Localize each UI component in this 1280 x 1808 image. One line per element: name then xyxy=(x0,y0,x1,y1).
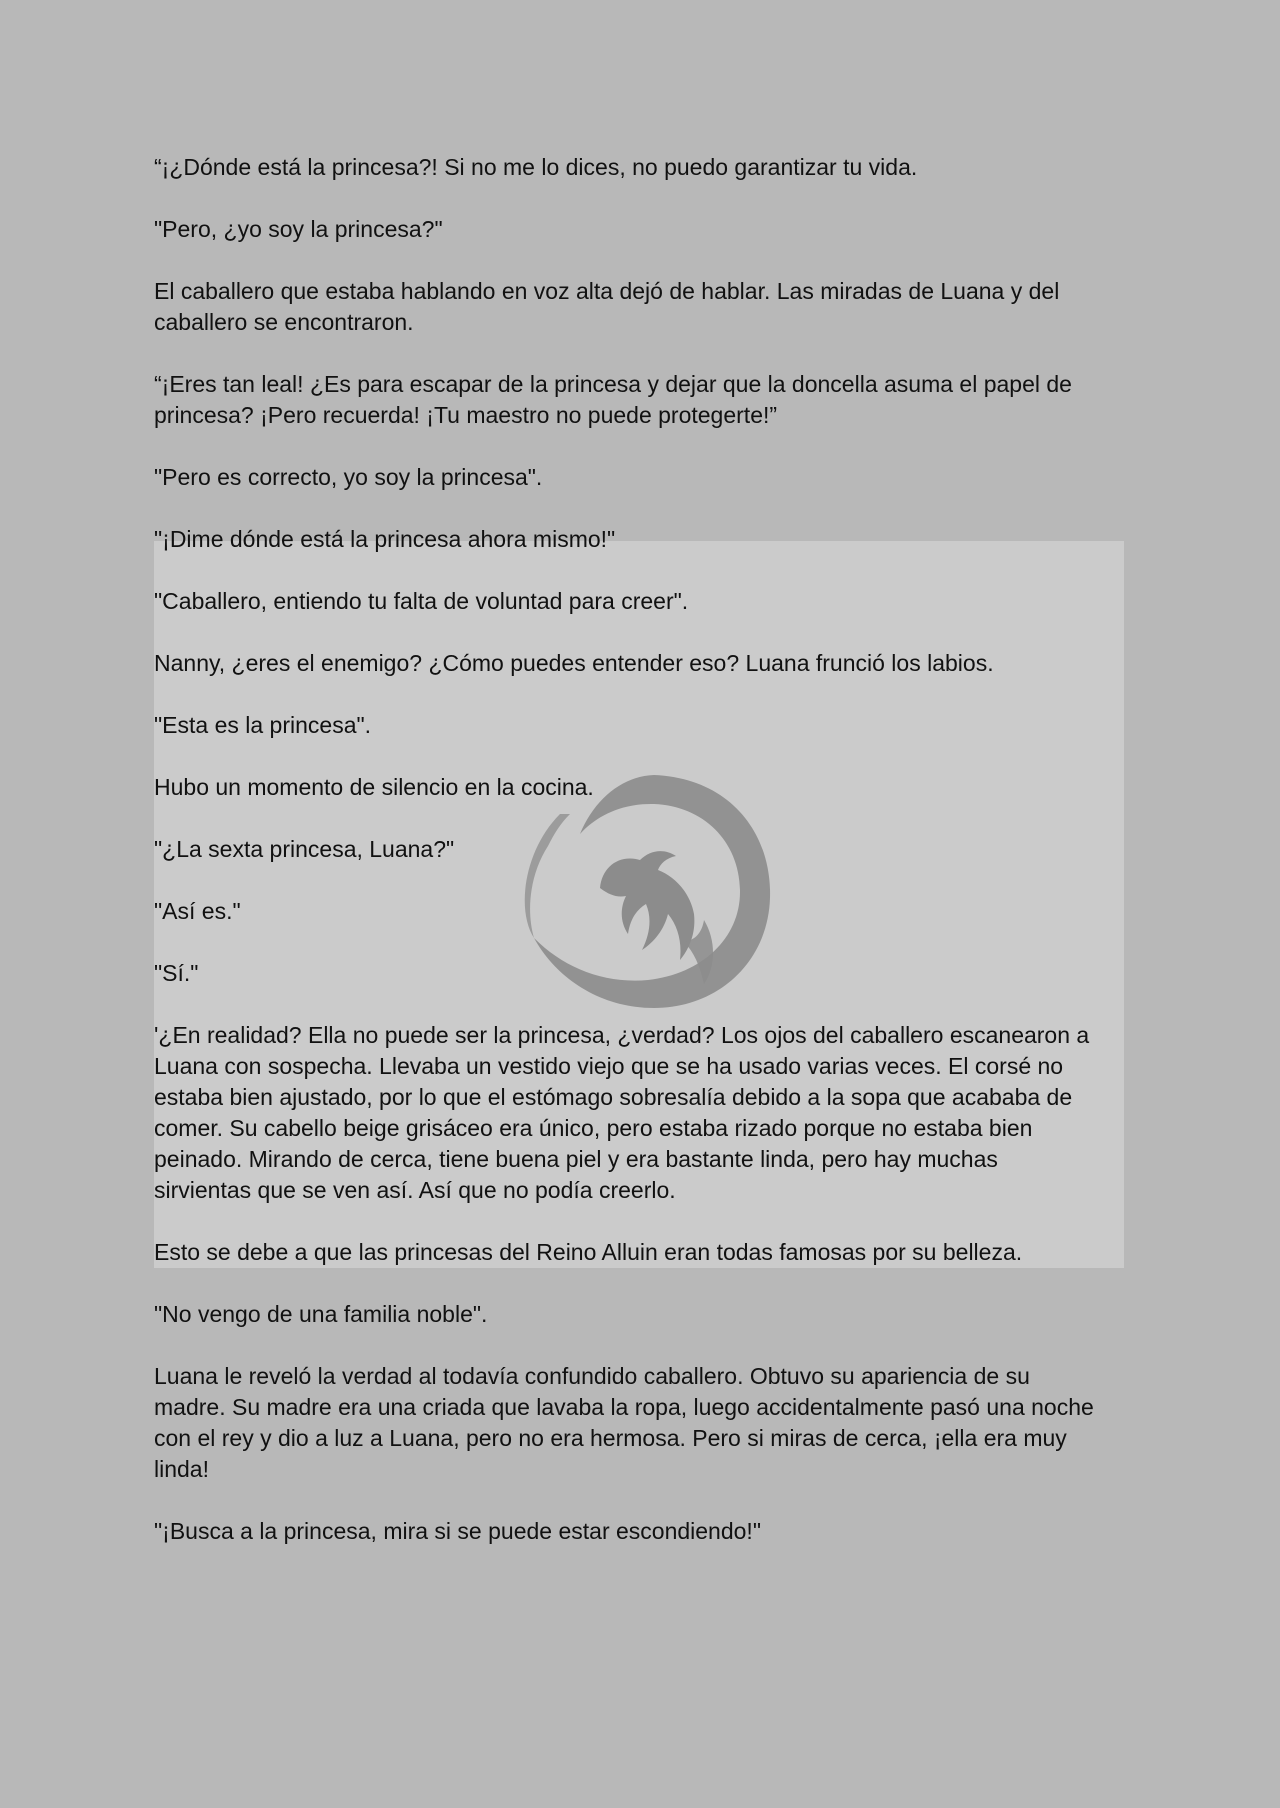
paragraph: Esto se debe a que las princesas del Reino Alluin eran todas famosas por su belleza. xyxy=(154,1239,1023,1265)
paragraph: Luana le reveló la verdad al todavía confundido caballero. Obtuvo su apariencia de su madre. Su madre era una criada que lavaba la ropa, luego accidentalmente pasó una noche con el rey y dio a luz a Luana, pero no era hermosa. Pero si miras de cerca, ¡ella era muy linda! xyxy=(154,1363,1094,1482)
paragraph: "Pero es correcto, yo soy la princesa". xyxy=(154,464,543,490)
paragraph: “¡Eres tan leal! ¿Es para escapar de la princesa y dejar que la doncella asuma el papel de princesa? ¡Pero recuerda! ¡Tu maestro no puede protegerte!” xyxy=(154,371,1072,428)
paragraph: El caballero que estaba hablando en voz alta dejó de hablar. Las miradas de Luana y del caballero se encontraron. xyxy=(154,278,1060,335)
paragraph: "Pero, ¿yo soy la princesa?" xyxy=(154,216,443,242)
paragraph: "¡Busca a la princesa, mira si se puede estar escondiendo!" xyxy=(154,1518,761,1544)
paragraph: "¡Dime dónde está la princesa ahora mismo!" xyxy=(154,526,616,552)
paragraph: "¿La sexta princesa, Luana?" xyxy=(154,836,455,862)
paragraph: '¿En realidad? Ella no puede ser la princesa, ¿verdad? Los ojos del caballero escanearon a Luana con sospecha. Llevaba un vestido viejo que se ha usado varias veces. El corsé no estaba bien ajustado, por lo que el estómago sobresalía debido a la sopa que acababa de comer. Su cabello beige grisáceo era único, pero estaba rizado porque no estaba bien peinado. Mirando de cerca, tiene buena piel y era bastante linda, pero hay muchas sirvientas que se ven así. Así que no podía creerlo. xyxy=(154,1022,1090,1203)
paragraph: “¡¿Dónde está la princesa?! Si no me lo dices, no puedo garantizar tu vida. xyxy=(154,154,918,180)
paragraph: "Esta es la princesa". xyxy=(154,712,372,738)
paragraph: "Sí." xyxy=(154,960,199,986)
document-body xyxy=(154,152,1134,1578)
paragraph: "Así es." xyxy=(154,898,241,924)
paragraph: "Caballero, entiendo tu falta de voluntad para creer". xyxy=(154,588,689,614)
paragraph: "No vengo de una familia noble". xyxy=(154,1301,488,1327)
paragraph: Hubo un momento de silencio en la cocina. xyxy=(154,774,594,800)
paragraph: Nanny, ¿eres el enemigo? ¿Cómo puedes entender eso? Luana frunció los labios. xyxy=(154,650,994,676)
